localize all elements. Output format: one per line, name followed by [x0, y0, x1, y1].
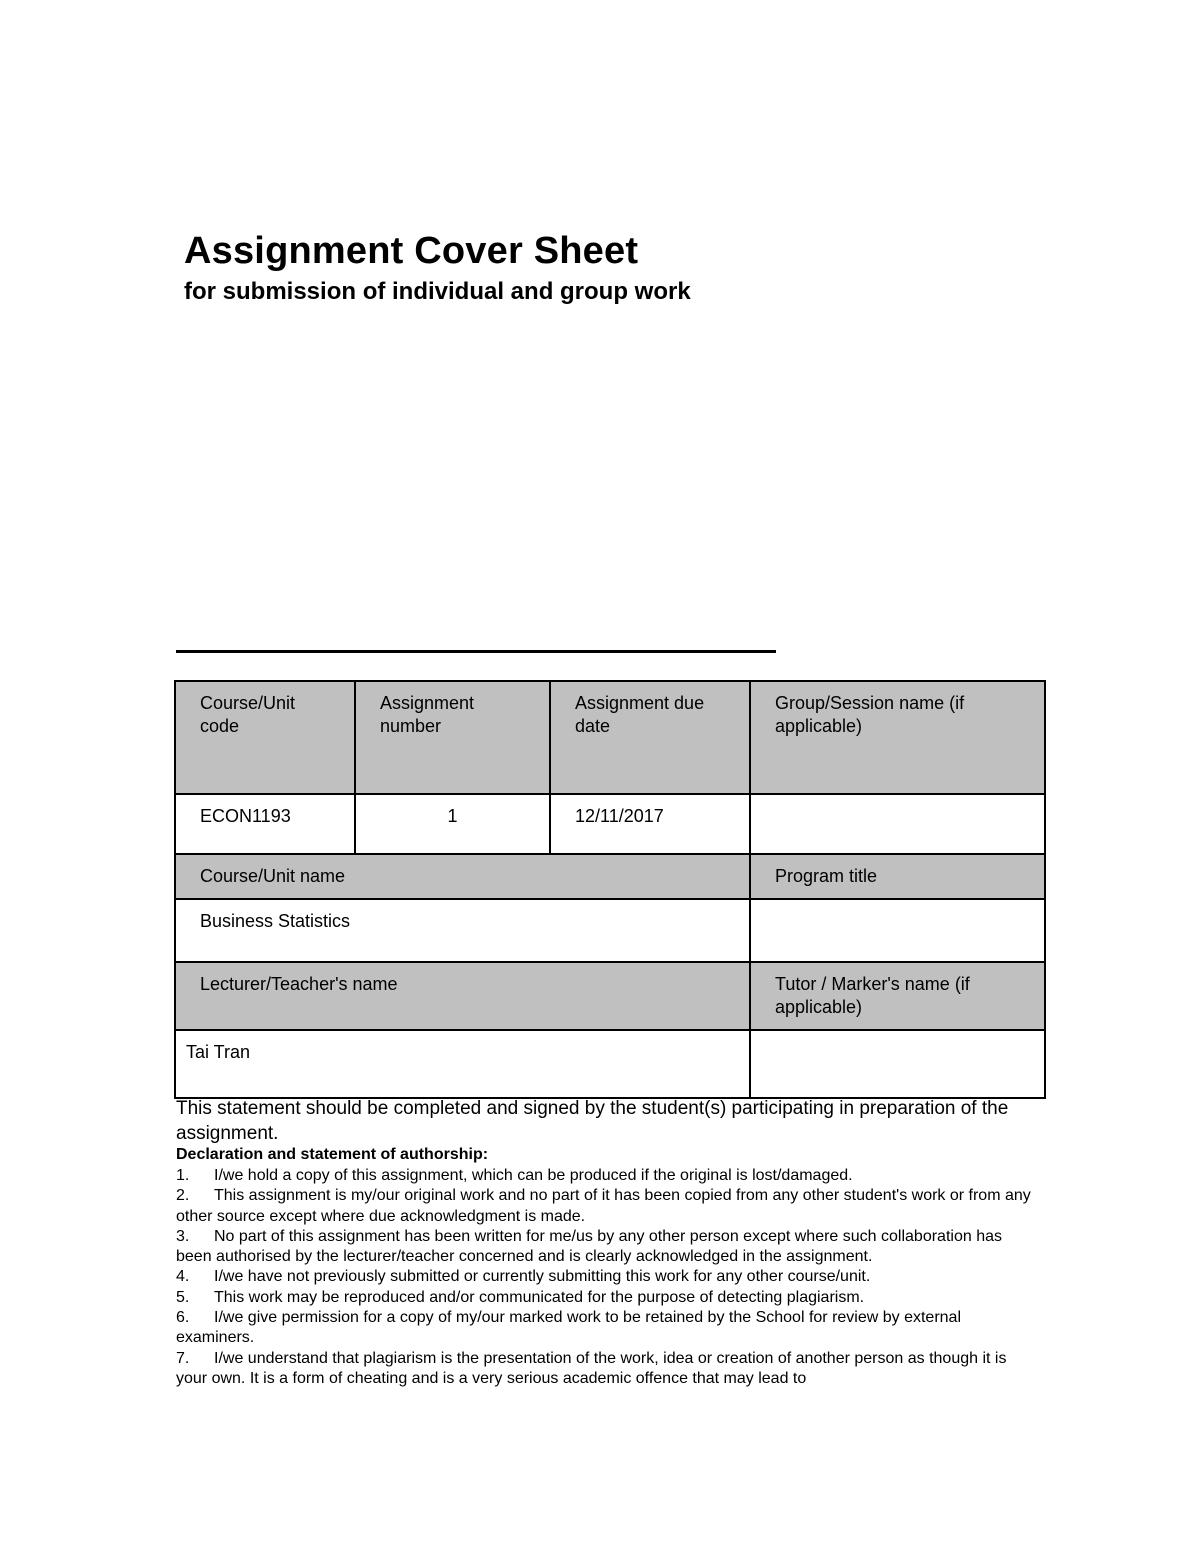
list-item: [176, 1227, 1036, 1268]
tutor-name-label: Tutor / Marker's name (if applicable): [750, 962, 1045, 1030]
item-number: 4.: [176, 1268, 190, 1286]
table-row: [175, 899, 1045, 962]
program-title-label: Program title: [750, 854, 1045, 899]
item-text: I/we give permission for a copy of my/our marked work to be retained by the School for review by external examiners.: [176, 1309, 962, 1347]
list-item: [176, 1267, 1036, 1287]
program-title-value: [750, 899, 1045, 962]
page-subtitle: for submission of individual and group work: [184, 278, 691, 305]
list-item: [176, 1308, 1036, 1349]
course-unit-name-value: Business Statistics: [175, 899, 750, 962]
item-number: 7.: [176, 1349, 190, 1367]
item-text: This assignment is my/our original work and no part of it has been copied from any other student's work or from any other source except where due acknowledgment is made.: [176, 1187, 1031, 1225]
table-row: [175, 1030, 1045, 1098]
declaration-heading: Declaration and statement of authorship:: [176, 1146, 489, 1163]
assignment-number-label: Assignment number: [355, 681, 550, 794]
declaration-list: [176, 1166, 1036, 1389]
lecturer-name-value: Tai Tran: [175, 1030, 750, 1098]
course-unit-code-label: Course/Unit code: [175, 681, 355, 794]
table-row: [175, 794, 1045, 854]
list-item: [176, 1166, 1036, 1186]
assignment-due-date-label: Assignment due date: [550, 681, 750, 794]
item-number: 3.: [176, 1227, 190, 1245]
item-text: I/we have not previously submitted or currently submitting this work for any other course/unit.: [214, 1268, 871, 1286]
cover-details-table: [174, 680, 1046, 1099]
item-text: I/we hold a copy of this assignment, which can be produced if the original is lost/damaged.: [214, 1167, 853, 1184]
item-number: 1.: [176, 1167, 190, 1184]
item-text: This work may be reproduced and/or communicated for the purpose of detecting plagiarism.: [214, 1288, 865, 1306]
table-row: [175, 962, 1045, 1030]
tutor-name-value: [750, 1030, 1045, 1098]
completion-statement: This statement should be completed and signed by the student(s) participating in preparation of the assignment.: [176, 1098, 1009, 1144]
group-session-value: [750, 794, 1045, 854]
list-item: [176, 1186, 1036, 1227]
lecturer-name-label: Lecturer/Teacher's name: [175, 962, 750, 1030]
course-unit-code-value: ECON1193: [175, 794, 355, 854]
item-number: 6.: [176, 1309, 190, 1327]
signature-line: [176, 650, 776, 653]
course-unit-name-label: Course/Unit name: [175, 854, 750, 899]
list-item: [176, 1288, 1036, 1308]
group-session-label: Group/Session name (if applicable): [750, 681, 1045, 794]
item-number: 2.: [176, 1187, 190, 1205]
item-number: 5.: [176, 1288, 190, 1306]
list-item: [176, 1349, 1036, 1390]
item-text: No part of this assignment has been written for me/us by any other person except where such collaboration has been authorised by the lecturer/teacher concerned and is clearly acknowledged in the assignment.: [176, 1227, 1002, 1266]
table-row: [175, 854, 1045, 899]
page-title: Assignment Cover Sheet: [184, 230, 639, 272]
item-text: I/we understand that plagiarism is the presentation of the work, idea or creation of another person as though it is your own. It is a form of cheating and is a very serious academic offence that may lead to: [176, 1349, 1007, 1387]
assignment-number-value: 1: [355, 794, 550, 854]
assignment-due-date-value: 12/11/2017: [550, 794, 750, 854]
table-row: [175, 681, 1045, 794]
